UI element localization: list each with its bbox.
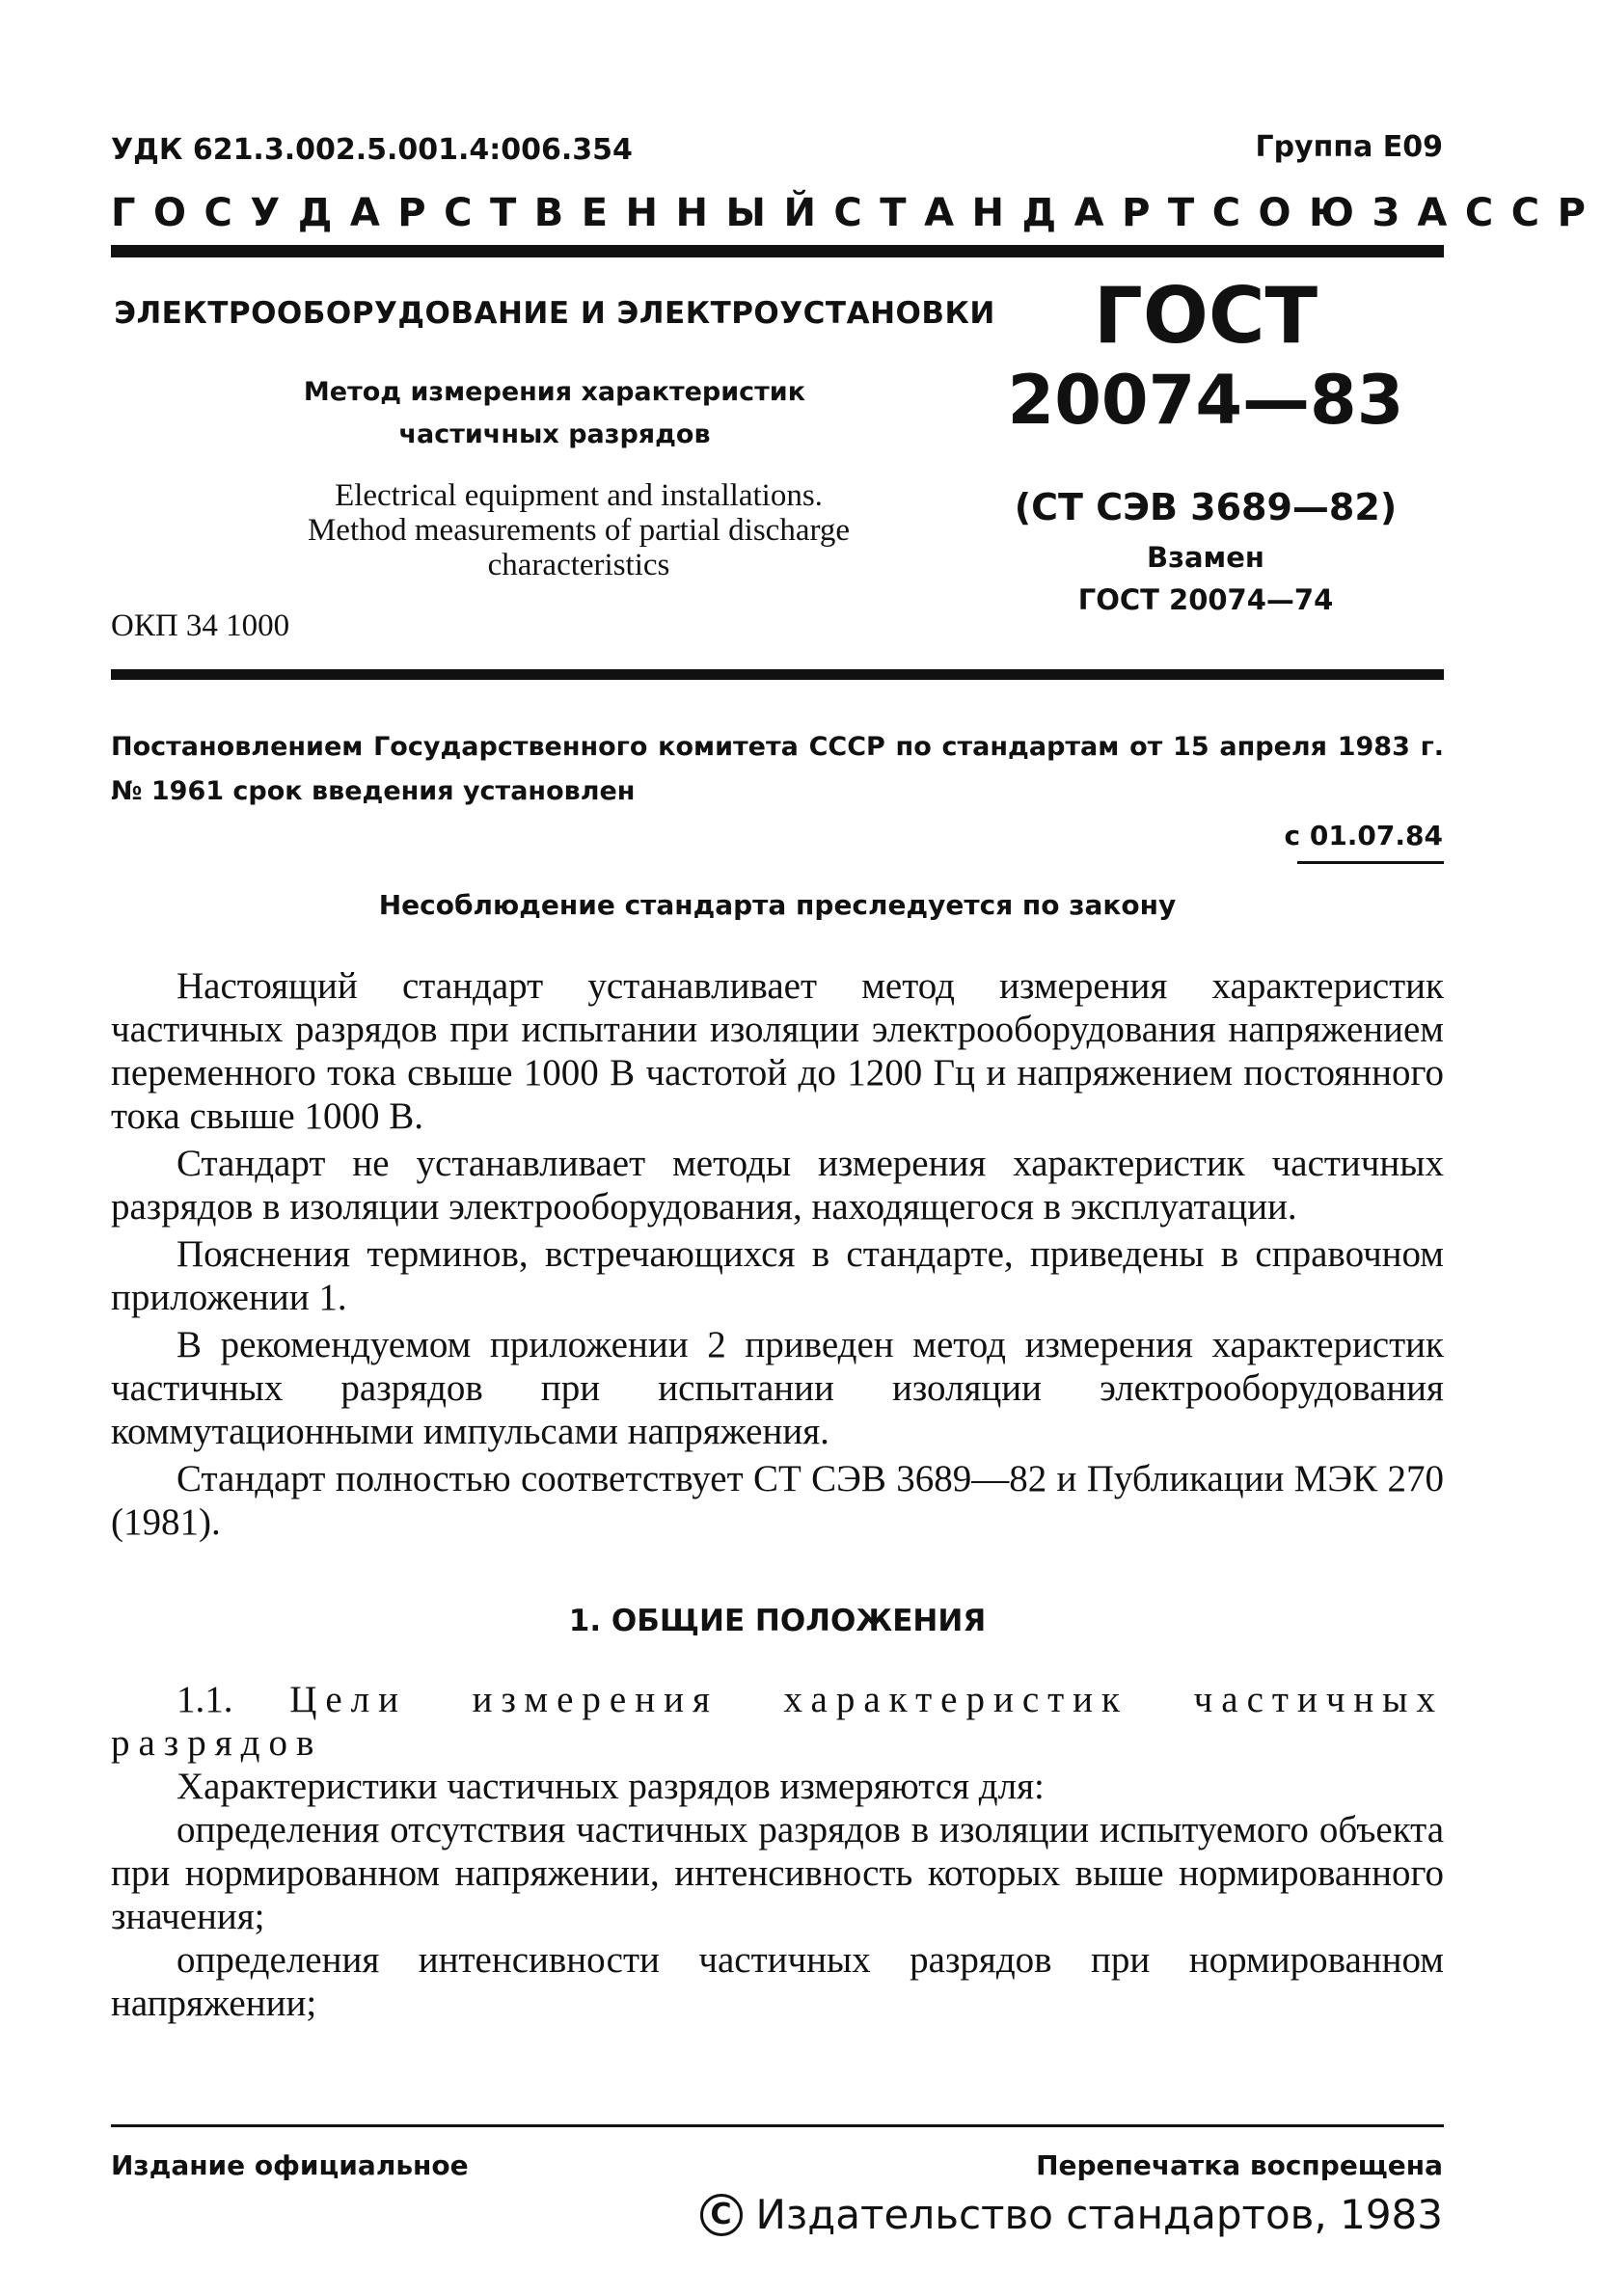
effective-date: с 01.07.84 [1284, 820, 1443, 851]
group-code: Группа Е09 [1255, 130, 1443, 164]
footer-rule [111, 2124, 1444, 2127]
english-title-line: Electrical equipment and installations. [335, 478, 823, 513]
publisher-name: Издательство стандартов, 1983 [755, 2191, 1443, 2238]
subtitle-line: частичных разрядов [398, 419, 711, 449]
udk-code: УДК 621.3.002.5.001.4:006.354 [111, 133, 633, 167]
list-item: определения интенсивности частичных разрядов при нормированном напряжении; [111, 1939, 1444, 2024]
english-title-line: characteristics [487, 548, 670, 582]
english-title-line: Method measurements of partial discharge [307, 513, 851, 548]
title-block-rule [111, 669, 1444, 680]
paragraph: Характеристики частичных разрядов измеряются для: [177, 1766, 1045, 1807]
state-standard-banner [111, 191, 1603, 235]
date-underline [1297, 861, 1444, 864]
paragraph: Пояснения терминов, встречающихся в стандарте, приведены в справочном приложении 1. [111, 1233, 1444, 1318]
reprint-notice: Перепечатка воспрещена [1036, 2149, 1443, 2181]
subsection-title: Цели измерения характеристик частичных разрядов [111, 1679, 1445, 1764]
subsection-heading [111, 1678, 1444, 1765]
st-sev-reference: (СТ СЭВ 3689—82) [1014, 486, 1398, 528]
okp-code: ОКП 34 1000 [111, 608, 290, 643]
publisher-line [700, 2191, 1443, 2238]
subsection-number: 1.1. [177, 1679, 233, 1720]
gost-number: 20074—83 [1007, 361, 1404, 440]
subtitle-line: Метод измерения характеристик [303, 377, 806, 407]
paragraph: Стандарт полностью соответствует СТ СЭВ 3689—82 и Публикации МЭК 270 (1981). [111, 1458, 1444, 1543]
paragraph: Настоящий стандарт устанавливает метод измерения характеристик частичных разрядов при испытании изоляции электрооборудования напряжением переменного тока свыше 1000 В частотой до 1200 Гц и напряжением постоянного тока свыше 1000 В. [111, 965, 1444, 1137]
legal-warning: Несоблюдение стандарта преследуется по закону [378, 889, 1177, 921]
edition-label: Издание официальное [111, 2149, 469, 2181]
gost-label: ГОСТ [1093, 271, 1318, 361]
english-title [193, 478, 965, 582]
introduction [111, 964, 1444, 1548]
document-subtitle [241, 371, 868, 456]
copyright-icon: C [700, 2194, 743, 2236]
paragraph: Стандарт не устанавливает методы измерения характеристик частичных разрядов в изоляции электрооборудования, находящегося в эксплуатации. [111, 1143, 1444, 1228]
paragraph: В рекомендуемом приложении 2 приведен метод измерения характеристик частичных разрядов при испытании изоляции электрооборудования коммутационными импульсами напряжения. [111, 1324, 1444, 1452]
banner-word: ГОСУДАРСТВЕННЫЙ [111, 191, 834, 235]
list-item: определения отсутствия частичных разрядов в изоляции испытуемого объекта при нормированном напряжении, интенсивность которых выше нормированного значения; [111, 1809, 1444, 1937]
replaces-label: Взамен [1147, 541, 1264, 574]
header-rule [111, 245, 1444, 257]
banner-word: СТАНДАРТ [833, 191, 1212, 235]
banner-word: СОЮЗА [1211, 191, 1465, 235]
section-heading: 1. ОБЩИЕ ПОЛОЖЕНИЯ [568, 1604, 987, 1638]
replaced-standard: ГОСТ 20074—74 [1077, 583, 1334, 616]
document-title: ЭЛЕКТРООБОРУДОВАНИЕ И ЭЛЕКТРОУСТАНОВКИ [114, 296, 995, 331]
decree-text: Постановлением Государственного комитета СССР по стандартам от 15 апреля 1983 г. № 1961 срок введения установлен [111, 732, 1444, 806]
banner-word: ССР [1464, 191, 1603, 235]
section-1-1 [111, 1678, 1444, 2025]
